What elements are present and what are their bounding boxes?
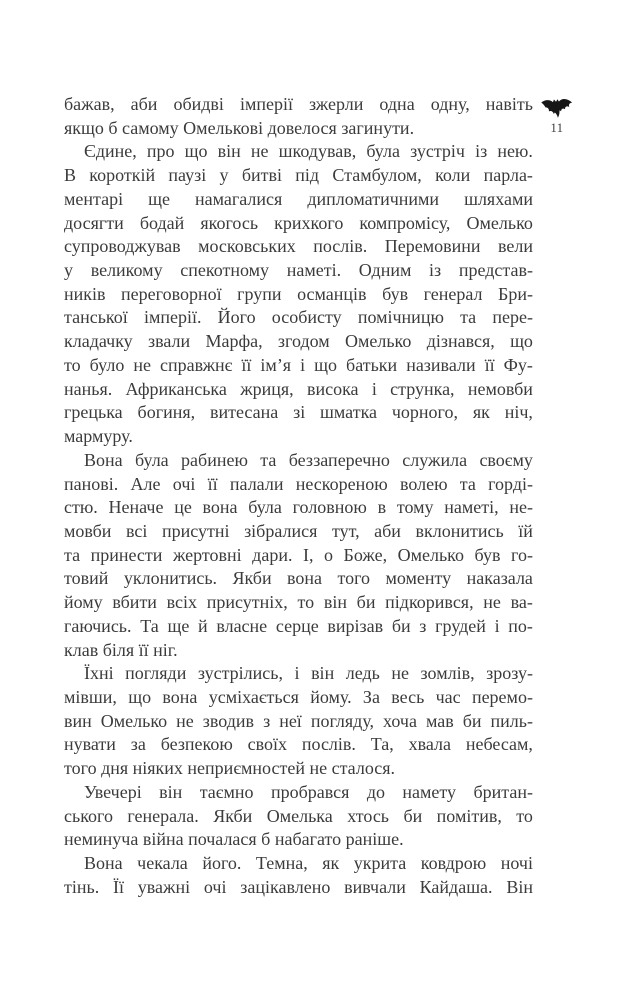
word: мав [425,710,454,731]
word: Єдине, [84,141,137,162]
word: наметі. [286,260,342,281]
word: танської [64,307,128,328]
word: шляхами [464,188,533,209]
word: зустріч [410,141,465,162]
text-line [64,259,533,283]
word: компромісу, [359,212,451,233]
word: ще [167,615,190,636]
word: якогось [200,212,259,233]
word: не [391,663,409,684]
word: дари. [252,544,293,565]
word: Та [140,615,159,636]
word: чекала [137,853,188,873]
word: кладачку [64,331,133,352]
word: Кайдаша. [419,876,493,897]
word: і [371,378,377,399]
word: не- [509,497,533,518]
word: її [484,354,495,375]
word: підкорився, [385,592,474,613]
word: у [219,165,229,186]
word: тут, [331,520,360,541]
word: бодай [139,212,185,233]
word: Якби [232,568,272,589]
text-line [64,330,533,354]
text-line [64,354,533,378]
word: їй [518,520,533,541]
word: хтось [347,805,390,826]
word: погляду, [310,710,375,731]
text-line [64,544,533,568]
bat-icon [541,97,574,119]
text-line [64,283,533,307]
word: панові. [64,473,119,494]
word: під [295,165,320,186]
word: би [391,615,411,636]
word: жертовні [172,544,242,565]
word: очі [203,876,227,897]
word: Його [217,307,256,328]
word: переговорної [121,283,222,304]
word: Перемовини [384,236,481,257]
word: пробрався [270,781,350,802]
word: про [146,141,175,162]
word: групи [237,283,282,304]
word: Неначе [108,497,164,518]
text-line [64,401,533,425]
word: звали [148,331,191,352]
word: ників [64,283,106,304]
word: не [176,710,194,731]
word: ментарі [64,188,124,209]
word: Але [130,473,161,494]
word: його. [202,853,242,873]
word: її [241,354,252,375]
word: дізнався, [426,331,495,352]
word: справжнє [159,354,233,375]
word: Якби [213,805,253,826]
text-line [64,306,533,330]
text-line [64,591,533,615]
word: вона [162,686,198,707]
word: батьки [346,354,398,375]
word: ім’я [260,354,292,375]
word: до [366,781,385,802]
word: він [159,781,183,802]
word: була [135,449,169,470]
word: пиль- [490,710,533,731]
word: зомлів, [420,663,475,684]
word: пере- [492,307,533,328]
word: було [89,354,125,375]
word: одна [379,94,415,114]
word: ського [64,805,113,826]
word: серце [275,615,319,636]
word: паузі [168,165,207,186]
word: весь [391,686,425,707]
word: йому. [310,686,352,707]
word: її [207,473,218,494]
word: не [483,592,501,613]
text-line: мармуру. [64,426,133,447]
word: особисту [271,307,342,328]
word: з [419,615,427,636]
word: немовби [467,378,533,399]
word: супроводжував [64,236,181,257]
word: коли [435,165,471,186]
word: він [323,592,347,613]
word: то [516,805,533,826]
text-line [64,188,533,212]
word: Омелько [466,212,533,233]
word: беззаперечно [288,449,390,470]
word: За [362,686,380,707]
word: наметі, [444,497,499,518]
word: ночі [500,853,533,873]
word: хоча [383,710,417,731]
word: Фу- [503,354,533,375]
word: безпекою [160,734,233,755]
word: ніч, [504,402,533,423]
text-line: клав біля її ніг. [64,639,178,660]
word: того [337,568,371,589]
word: не [250,141,269,162]
word: бажав, [64,94,115,114]
word: грецька [64,402,123,423]
text-line [64,378,533,402]
word: хвала [408,734,452,755]
text-line: того дня ніяких неприємностей не сталося. [64,758,396,779]
word: вели [498,236,533,257]
word: то [64,354,81,375]
word: зжерли [309,94,364,114]
word: моменту [385,568,452,589]
text-line [64,852,533,876]
word: за [130,734,146,755]
word: очі [172,473,196,494]
word: одну, [430,94,470,114]
word: своїх [247,734,288,755]
word: час [435,686,461,707]
word: послів. [313,236,368,257]
text-line [64,662,533,686]
word: з [263,710,271,731]
word: товий [64,568,109,589]
word: волею [399,473,448,494]
word: Він [506,876,533,897]
word: вона [202,497,238,518]
bat-icon-shape [541,97,574,119]
word: та [460,307,477,328]
text-line [64,615,533,639]
word: тінь. [64,876,100,897]
word: помітив, [436,805,502,826]
word: дипломатичними [307,188,440,209]
word: Омелько [397,544,464,565]
word: зібралися [244,520,318,541]
word: Омелько [344,331,412,352]
word: була [366,141,400,162]
word: британ- [473,781,533,802]
word: Марфа, [205,331,263,352]
word: вирізав [327,615,384,636]
page-number: 11 [550,121,564,135]
word: погляди [125,663,187,684]
word: спекотному [180,260,270,281]
word: не [133,354,151,375]
word: шкодував, [278,141,357,162]
word: згодом [277,331,330,352]
word: нувати [64,734,116,755]
word: би [403,805,423,826]
word: укрита [353,853,407,873]
word: гаючись. [64,615,132,636]
word: вивчали [344,876,406,897]
word: послів. [301,734,356,755]
word: парла- [483,165,533,186]
text-line: якщо б самому Омелькові довелося загинути. [64,117,415,138]
word: крихкого [274,212,344,233]
word: був [382,283,409,304]
word: аби [374,520,401,541]
word: І, [302,544,314,565]
word: зводив [202,710,255,731]
word: Африканська [125,378,227,399]
text-line [64,805,533,829]
word: Одним [358,260,412,281]
word: жриця, [240,378,294,399]
word: великому [90,260,163,281]
word: уважні [137,876,191,897]
word: намету [402,781,457,802]
word: із [475,141,488,162]
word: помічницю [357,307,444,328]
word: витесана [209,402,279,423]
word: та [64,544,81,565]
word: із [429,260,442,281]
word: шматка [320,402,378,423]
text-line [64,567,533,591]
word: присутніх, [206,592,288,613]
word: османців [297,283,367,304]
word: в [377,497,387,518]
text-line [64,212,533,236]
word: богиня, [137,402,196,423]
word: та [459,473,476,494]
word: короткій [89,165,156,186]
word: власне [216,615,268,636]
word: Стамбулом, [332,165,422,186]
word: Вона [84,449,123,470]
word: наказала [466,568,533,589]
word: струнка, [390,378,455,399]
text-line [64,520,533,544]
word: досягти [64,212,124,233]
word: Та, [370,734,394,755]
word: нею. [497,141,533,162]
word: ковдрою [420,853,487,873]
word: уклонитись. [123,568,218,589]
word: і [494,615,500,636]
text-line [64,235,533,259]
word: вбити [112,592,157,613]
word: і [294,663,300,684]
text-line [64,781,533,805]
word: мівши, [64,686,117,707]
word: ще [148,188,170,209]
word: Омелька [266,805,333,826]
text-line [64,93,533,117]
word: він [311,663,335,684]
word: чорного, [391,402,458,423]
word: Бри- [498,283,533,304]
word: у [64,260,73,281]
word: усміхається [208,686,299,707]
word: неї [279,710,302,731]
word: називали [406,354,476,375]
word: як [322,853,340,873]
word: була [248,497,282,518]
word: стю. [64,497,98,518]
word: як [472,402,490,423]
word: небесам, [465,734,533,755]
word: грудей [435,615,486,636]
text-line [64,496,533,520]
word: горді- [488,473,533,494]
word: зі [293,402,306,423]
word: тому [396,497,434,518]
word: вклонитись [415,520,504,541]
word: о [323,544,333,565]
word: нескореною [295,473,388,494]
text-line [64,733,533,757]
word: перемо- [471,686,533,707]
text-column [64,93,533,899]
word: таємно [199,781,254,802]
word: би [462,710,482,731]
word: своєму [479,449,533,470]
text-line [64,876,533,900]
word: головною [292,497,367,518]
word: Увечері [84,781,142,802]
word: го- [511,544,533,565]
word: мовби [64,520,112,541]
text-line [64,686,533,710]
word: Омелько [100,710,168,731]
word: нанья. [64,378,113,399]
word: що [314,354,338,375]
word: генерал [423,283,483,304]
word: битві [241,165,282,186]
word: принести [90,544,163,565]
word: зацікавлено [240,876,331,897]
word: це [174,497,192,518]
word: присутні [161,520,230,541]
word: Боже, [343,544,388,565]
word: то [297,592,315,613]
word: аби [130,94,158,114]
word: йому [64,592,103,613]
word: всіх [166,592,198,613]
word: зрозу- [486,663,533,684]
word: рабинею [181,449,248,470]
word: по- [508,615,533,636]
word: Темна, [255,853,308,873]
word: би [356,592,376,613]
word: що [184,141,208,162]
word: намагалися [195,188,283,209]
word: вин [64,710,92,731]
word: імперії. [143,307,202,328]
word: служила [402,449,468,470]
word: він [217,141,241,162]
text-line [64,140,533,164]
word: й [198,615,208,636]
word: що [510,331,533,352]
word: обидві [173,94,224,114]
word: що [128,686,152,707]
word: Їхні [84,663,114,684]
word: московських [198,236,296,257]
word: імперії [239,94,293,114]
text-line [64,473,533,497]
word: ва- [510,592,533,613]
text-line [64,449,533,473]
word: ледь [345,663,380,684]
word: і [300,354,306,375]
word: В [64,165,77,186]
word: генерала. [127,805,199,826]
word: та [260,449,277,470]
word: зустрілись, [197,663,283,684]
text-line [64,164,533,188]
word: був [474,544,501,565]
word: представ- [458,260,533,281]
word: всі [126,520,148,541]
word: палали [229,473,284,494]
word: Її [113,876,124,897]
word: Вона [84,853,123,873]
word: висока [306,378,359,399]
word: вона [287,568,323,589]
word: навіть [485,94,533,114]
text-line [64,710,533,734]
text-line: неминуча війна почалася б набагато раніше. [64,829,404,850]
